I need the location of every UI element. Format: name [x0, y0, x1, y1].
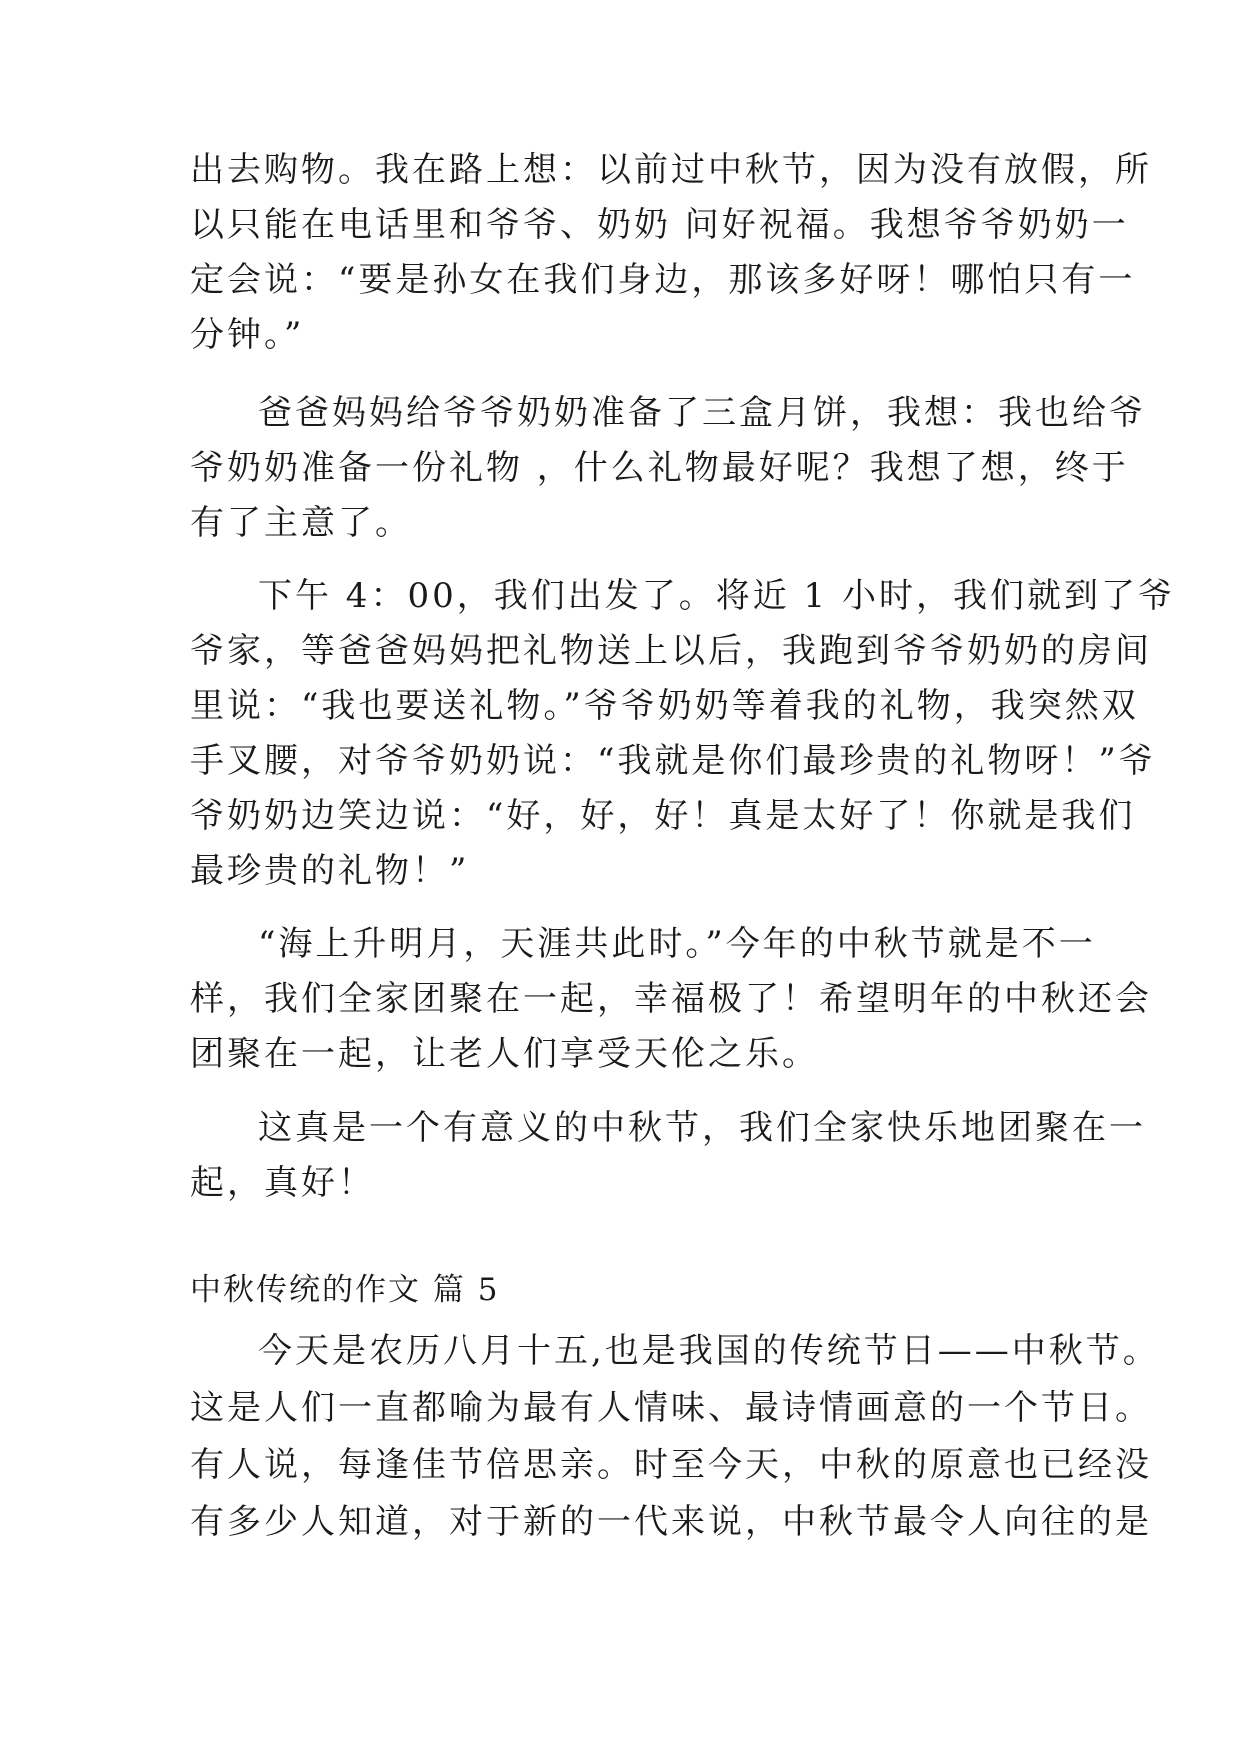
paragraph-2-line-2: 爷奶奶准备一份礼物 ，什么礼物最好呢？我想了想，终于	[190, 448, 1129, 488]
section-paragraph-line-1: 今天是农历八月十五,也是我国的传统节日——中秋节。	[258, 1331, 1160, 1371]
paragraph-1-line-3: 定会说：“要是孙女在我们身边，那该多好呀！哪怕只有一	[190, 260, 1136, 300]
section-paragraph-line-4: 有多少人知道，对于新的一代来说，中秋节最令人向往的是	[190, 1502, 1152, 1542]
paragraph-5-line-1: 这真是一个有意义的中秋节，我们全家快乐地团聚在一	[258, 1108, 1146, 1148]
paragraph-3-line-6: 最珍贵的礼物！”	[190, 851, 470, 891]
section-paragraph-line-3: 有人说，每逢佳节倍思亲。时至今天，中秋的原意也已经没	[190, 1445, 1152, 1485]
paragraph-1-line-1: 出去购物。我在路上想：以前过中秋节，因为没有放假，所	[190, 150, 1152, 190]
paragraph-3-line-2: 爷家，等爸爸妈妈把礼物送上以后，我跑到爷爷奶奶的房间	[190, 631, 1152, 671]
section-paragraph-line-2: 这是人们一直都喻为最有人情味、最诗情画意的一个节日。	[190, 1388, 1152, 1428]
paragraph-4-line-1: “海上升明月，天涯共此时。”今年的中秋节就是不一	[258, 924, 1096, 964]
paragraph-3-line-1: 下午 4：00，我们出发了。将近 1 小时，我们就到了爷	[258, 576, 1175, 616]
section-heading: 中秋传统的作文 篇 5	[190, 1272, 500, 1308]
paragraph-3-line-3: 里说：“我也要送礼物。”爷爷奶奶等着我的礼物，我突然双	[190, 686, 1139, 726]
paragraph-4-line-3: 团聚在一起，让老人们享受天伦之乐。	[190, 1034, 819, 1074]
paragraph-1-line-2: 以只能在电话里和爷爷、奶奶 问好祝福。我想爷爷奶奶一	[190, 205, 1129, 245]
paragraph-2-line-3: 有了主意了。	[190, 503, 412, 543]
paragraph-4-line-2: 样，我们全家团聚在一起，幸福极了！希望明年的中秋还会	[190, 979, 1152, 1019]
paragraph-3-line-4: 手叉腰，对爷爷奶奶说：“我就是你们最珍贵的礼物呀！”爷	[190, 741, 1156, 781]
paragraph-5-line-2: 起，真好！	[190, 1163, 375, 1203]
paragraph-2-line-1: 爸爸妈妈给爷爷奶奶准备了三盒月饼，我想：我也给爷	[258, 393, 1146, 433]
paragraph-3-line-5: 爷奶奶边笑边说：“好，好，好！真是太好了！你就是我们	[190, 796, 1136, 836]
paragraph-1-line-4: 分钟。”	[190, 315, 305, 355]
